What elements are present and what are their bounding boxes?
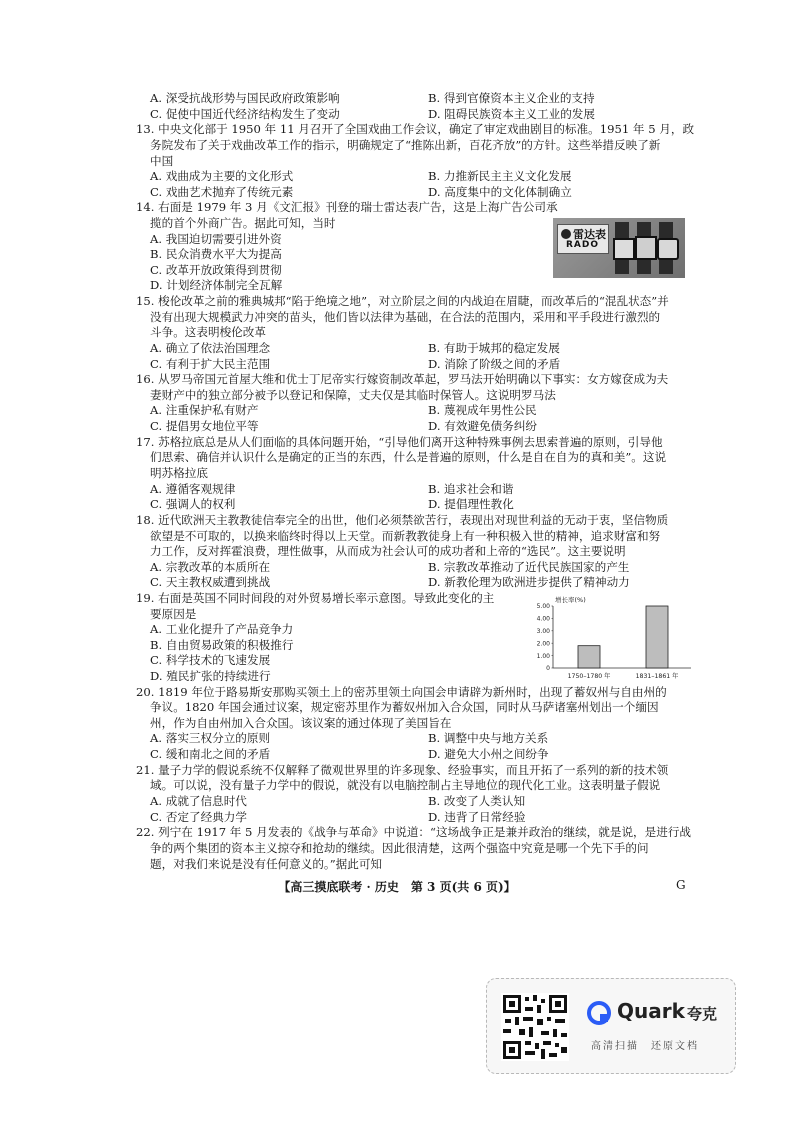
q20-option-c: C. 缓和南北之间的矛盾 <box>150 747 271 761</box>
chart-category-label: 1750–1780 年 <box>567 673 611 680</box>
q17-stem-line-2: 们思索、确信并认识什么是确定的正当的东西，什么是普遍的原则，什么是自在自为的真和美”。这说 <box>150 450 667 464</box>
chart-y-tick-label: 3.00 <box>536 628 550 635</box>
q16-option-c: C. 提倡男女地位平等 <box>150 419 259 433</box>
q14-stem-line-1: 14. 右面是 1979 年 3 月《文汇报》刊登的瑞士雷达表广告，这是上海广告公司承 <box>136 200 558 214</box>
rado-ad-image <box>553 218 685 278</box>
q14-stem-line-2: 揽的首个外商广告。据此可知，当时 <box>150 216 336 230</box>
ad-logo-box <box>557 224 609 254</box>
paper-code: G <box>676 878 686 892</box>
chart-ylabel: 增长率(%) <box>555 596 586 604</box>
q20-option-b: B. 调整中央与地方关系 <box>428 731 549 745</box>
q14-option-c: C. 改革开放政策得到贯彻 <box>150 263 282 277</box>
q18-stem-line-1: 18. 近代欧洲天主教教徒信奉完全的出世，他们必须禁欲苦行，表现出对现世利益的无动于衷，坚信物质 <box>136 513 669 527</box>
q19-option-b: B. 自由贸易政策的积极推行 <box>150 638 294 652</box>
q13-stem-line-3: 中国 <box>150 154 174 168</box>
chart-y-tick-label: 5.00 <box>536 603 550 611</box>
q15-option-b: B. 有助于城邦的稳定发展 <box>428 341 560 355</box>
q18-option-d: D. 新教伦理为欧洲进步提供了精神动力 <box>428 575 630 589</box>
q13-stem-line-2: 务院发布了关于戏曲改革工作的指示，明确规定了“推陈出新，百花齐放”的方针。这些举措反映了新 <box>150 138 661 152</box>
q22-stem-line-3: 题，对我们来说是没有任何意义的。”据此可知 <box>150 857 383 871</box>
q17-option-d: D. 提倡理性教化 <box>428 497 514 511</box>
q17-option-c: C. 强调人的权利 <box>150 497 236 511</box>
q18-option-b: B. 宗教改革推动了近代民族国家的产生 <box>428 560 630 574</box>
q21-option-b: B. 改变了人类认知 <box>428 794 526 808</box>
q15-stem-line-3: 斗争。这表明梭伦改革 <box>150 325 266 339</box>
quark-brand: Quark <box>617 999 685 1023</box>
ad-brand-cn: 雷达表 <box>573 228 606 241</box>
q19-option-d: D. 殖民扩张的持续进行 <box>150 669 271 683</box>
q17-option-b: B. 追求社会和谐 <box>428 482 514 496</box>
q17-stem-line-1: 17. 苏格拉底总是从人们面临的具体问题开始，“引导他们离开这种特殊事例去思索普遍的原则，引导他 <box>136 435 663 449</box>
q21-option-a: A. 成就了信息时代 <box>150 794 247 808</box>
q15-option-a: A. 确立了依法治国理念 <box>150 341 271 355</box>
chart-category-label: 1831–1861 年 <box>635 673 679 680</box>
q20-stem-line-1: 20. 1819 年位于路易斯安那购买领土上的密苏里领土向国会申请辟为新州时，出现了蓄奴州与自由州的 <box>136 685 667 699</box>
q14-option-a: A. 我国迫切需要引进外资 <box>150 232 282 246</box>
q12-option-a: A. 深受抗战形势与国民政府政策影响 <box>150 91 340 105</box>
q16-stem-line-1: 16. 从罗马帝国元首屋大维和优士丁尼帝实行嫁资制改革起，罗马法开始明确以下事实：女方嫁奁成为夫 <box>136 372 669 386</box>
q12-option-b: B. 得到官僚资本主义企业的支持 <box>428 91 595 105</box>
q21-option-c: C. 否定了经典力学 <box>150 810 247 824</box>
chart-y-tick-label: 0 <box>546 665 550 673</box>
q21-option-d: D. 违背了日常经验 <box>428 810 526 824</box>
q14-option-d: D. 计划经济体制完全瓦解 <box>150 278 283 292</box>
q21-stem-line-1: 21. 量子力学的假说系统不仅解释了微观世界里的许多现象、经验事实，而且开拓了一系列的新的技术领 <box>136 763 669 777</box>
q20-option-d: D. 避免大小州之间纷争 <box>428 747 549 761</box>
q13-stem-line-1: 13. 中央文化部于 1950 年 11 月召开了全国戏曲工作会议，确定了审定戏曲剧目的标准。1951 年 5 月，政 <box>136 122 695 136</box>
q18-option-c: C. 天主教权威遭到挑战 <box>150 575 271 589</box>
q13-option-c: C. 戏曲艺术抛弃了传统元素 <box>150 185 294 199</box>
q15-stem-line-2: 没有出现大规模武力冲突的苗头，他们皆以法律为基础，在合法的范围内，采用和平手段进行激烈的 <box>150 310 661 324</box>
page-footer: 【高三摸底联考 · 历史 第 3 页(共 6 页)】 <box>278 880 516 894</box>
quark-logo-icon <box>587 1001 611 1025</box>
q20-stem-line-2: 争议。1820 年国会通过议案，规定密苏里作为蓄奴州加入合众国，同时从马萨诸塞州划出一个缅因 <box>150 700 659 714</box>
chart-y-tick-label: 2.00 <box>536 640 550 648</box>
q21-stem-line-2: 域。可以说，没有量子力学中的假说，就没有以电脑控制占主导地位的现代化工业。这表明量子假说 <box>150 778 661 792</box>
qr-code-icon <box>501 993 569 1061</box>
q19-option-c: C. 科学技术的飞速发展 <box>150 653 271 667</box>
q22-stem-line-2: 争的两个集团的资本主义掠夺和抢劫的继续。因此很清楚，这两个强盗中究竟是哪一个先下手的问 <box>150 841 649 855</box>
watch-icon <box>613 238 635 260</box>
q18-stem-line-3: 力工作，反对挥霍浪费，理性做事，从而成为社会认可的成功者和上帝的“选民”。这主要说明 <box>150 544 626 558</box>
q19-option-a: A. 工业化提升了产品竞争力 <box>150 622 294 636</box>
q18-stem-line-2: 欲望是不可取的，以换来临终时得以上天堂。而新教教徒身上有一种积极入世的精神，追求财富和努 <box>150 529 661 543</box>
rado-logo-icon <box>561 229 571 239</box>
watch-icon <box>635 236 657 260</box>
quark-scan-badge <box>486 978 736 1074</box>
trade-growth-chart <box>525 594 695 684</box>
chart-y-tick-label: 1.00 <box>536 652 550 660</box>
q15-option-c: C. 有利于扩大民主范围 <box>150 357 271 371</box>
q16-option-d: D. 有效避免债务纠纷 <box>428 419 538 433</box>
q14-option-b: B. 民众消费水平大为提高 <box>150 247 282 261</box>
q12-option-c: C. 促使中国近代经济结构发生了变动 <box>150 107 340 121</box>
chart-y-tick-label: 4.00 <box>536 615 550 623</box>
q16-option-a: A. 注重保护私有财产 <box>150 403 259 417</box>
q22-stem-line-1: 22. 列宁在 1917 年 5 月发表的《战争与革命》中说道：“这场战争正是兼并政治的继续，就是说，是进行战 <box>136 825 692 839</box>
q15-option-d: D. 消除了阶级之间的矛盾 <box>428 357 561 371</box>
q19-stem-line-2: 要原因是 <box>150 607 197 621</box>
q19-stem-line-1: 19. 右面是英国不同时间段的对外贸易增长率示意图。导致此变化的主 <box>136 591 495 605</box>
ad-brand-en: RADO <box>566 240 600 250</box>
q16-stem-line-2: 妻财产中的独立部分被予以登记和保障，丈夫仅是其临时保管人。这说明罗马法 <box>150 388 556 402</box>
q13-option-d: D. 高度集中的文化体制确立 <box>428 185 572 199</box>
q17-option-a: A. 遵循客观规律 <box>150 482 236 496</box>
quark-brand-cn: 夸克 <box>687 1005 718 1023</box>
chart-bar <box>646 606 668 668</box>
quark-slogan: 高清扫描 还原文档 <box>591 1041 699 1052</box>
q18-option-a: A. 宗教改革的本质所在 <box>150 560 271 574</box>
q13-option-a: A. 戏曲成为主要的文化形式 <box>150 169 294 183</box>
chart-bar <box>578 646 600 668</box>
watch-icon <box>657 238 679 260</box>
q12-option-d: D. 阻碍民族资本主义工业的发展 <box>428 107 595 121</box>
q16-option-b: B. 蔑视成年男性公民 <box>428 403 537 417</box>
q20-stem-line-3: 州，作为自由州加入合众国。该议案的通过体现了美国旨在 <box>150 716 452 730</box>
q13-option-b: B. 力推新民主主义文化发展 <box>428 169 572 183</box>
q20-option-a: A. 落实三权分立的原则 <box>150 731 271 745</box>
q15-stem-line-1: 15. 梭伦改革之前的雅典城邦“陷于绝境之地”，对立阶层之间的内战迫在眉睫，而改革后的“混乱状态”并 <box>136 294 669 308</box>
q17-stem-line-3: 明苏格拉底 <box>150 466 208 480</box>
